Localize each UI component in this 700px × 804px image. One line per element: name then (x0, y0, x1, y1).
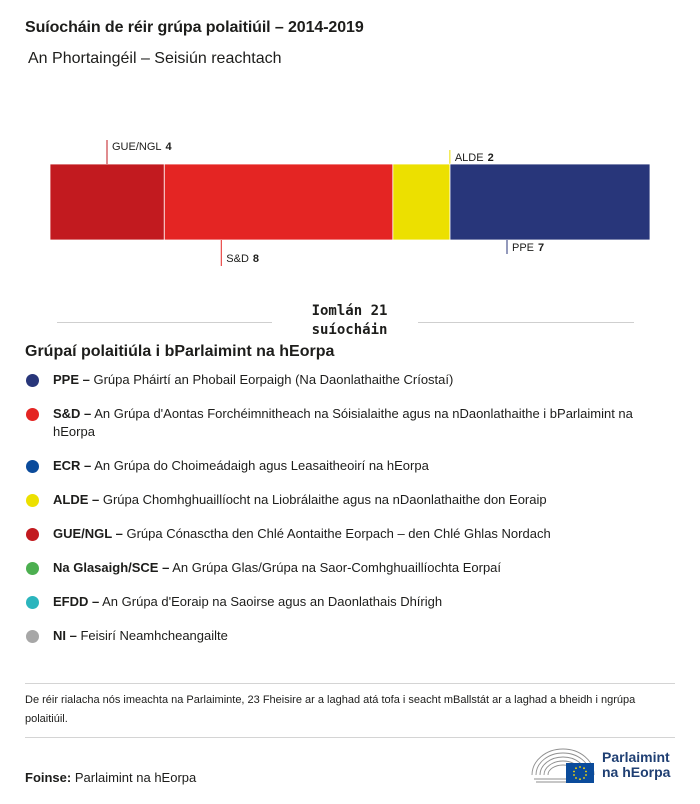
bar-segment (164, 164, 393, 240)
note-divider-top (25, 683, 675, 684)
segment-seat-count: 7 (538, 242, 545, 254)
logo-line-2: na hEorpa (602, 764, 671, 780)
legend-description: An Grúpa Glas/Grúpa na Saor-Comhghuaillíochta Eorpaí (169, 560, 502, 575)
source-line (25, 770, 196, 785)
total-seats-label: Iomlán 21 suíocháin (311, 303, 388, 338)
segment-seat-count: 4 (165, 141, 172, 153)
segment-label (455, 152, 494, 164)
segment-group: ALDE (454, 152, 484, 164)
segment-label (112, 141, 173, 153)
segment-seat-count: 2 (487, 152, 494, 164)
legend-dot-icon (26, 596, 39, 609)
segment-group: PPE (512, 242, 535, 254)
legend-abbr: ALDE – (53, 492, 100, 507)
legend-item (25, 627, 670, 645)
legend-description: An Grúpa d'Eoraip na Saoirse agus an Daonlathais Dhírigh (99, 594, 443, 609)
legend-item (25, 457, 670, 475)
legend-title: Grúpaí polaitiúla i bParlaimint na hEorpa (25, 343, 335, 360)
legend-item (25, 405, 670, 441)
legend-description: Feisirí Neamhcheangailte (76, 628, 228, 643)
legend-dot-icon (26, 528, 39, 541)
legend-description: Grúpa Pháirtí an Phobail Eorpaigh (Na Daonlathaithe Críostaí) (89, 372, 454, 387)
footnote: De réir rialacha nós imeachta na Parlaiminte, 23 Fheisire ar a laghad atá tofa i seacht mBallstát ar a laghad a bheidh i ngrúpa polaitiúil. (25, 694, 636, 725)
total-divider-left (57, 322, 272, 323)
legend-description: An Grúpa do Choimeádaigh agus Leasaitheoirí na hEorpa (91, 458, 429, 473)
source-label: Foinse: (25, 770, 72, 785)
parliament-hemicycle-icon (530, 745, 596, 785)
logo-line-1: Parlaimint (602, 749, 670, 765)
legend-abbr: ECR – (53, 458, 92, 473)
note-divider-bottom (25, 737, 675, 738)
legend-item (25, 559, 670, 577)
segment-label (512, 242, 544, 254)
segment-group: S&D (226, 253, 249, 265)
chart-title: Suíocháin de réir grúpa polaitiúil – 2014-2019 (25, 19, 364, 36)
legend-abbr: NI – (53, 628, 77, 643)
legend-abbr: EFDD – (53, 594, 100, 609)
legend-abbr: Na Glasaigh/SCE – (53, 560, 170, 575)
legend-item (25, 525, 670, 543)
bar-segment (450, 164, 650, 240)
legend-dot-icon (26, 494, 39, 507)
stacked-bar-chart (0, 120, 700, 275)
chart-subtitle: An Phortaingéil – Seisiún reachtach (28, 50, 282, 67)
bar-segment (393, 164, 450, 240)
segment-group: GUE/NGL (112, 141, 162, 153)
source-value: Parlaimint na hEorpa (71, 770, 197, 785)
european-parliament-logo (530, 745, 680, 787)
legend-dot-icon (26, 374, 39, 387)
legend-description: Grúpa Cónasctha den Chlé Aontaithe Eorpach – den Chlé Ghlas Nordach (122, 526, 551, 541)
bar-segment (50, 164, 164, 240)
segment-label (226, 253, 259, 265)
legend-item (25, 371, 670, 389)
segment-seat-count: 8 (252, 253, 260, 265)
legend-abbr: S&D – (53, 406, 92, 421)
legend-description: An Grúpa d'Aontas Forchéimnitheach na Sóisialaithe agus na nDaonlathaithe i bParlaimint na hEorpa (53, 406, 633, 439)
legend (25, 371, 670, 661)
legend-dot-icon (26, 630, 39, 643)
legend-item (25, 593, 670, 611)
logo-text (602, 750, 670, 780)
total-divider-right (418, 322, 634, 323)
legend-abbr: GUE/NGL – (53, 526, 123, 541)
legend-dot-icon (26, 460, 39, 473)
legend-dot-icon (26, 562, 39, 575)
legend-abbr: PPE – (53, 372, 90, 387)
legend-dot-icon (26, 408, 39, 421)
legend-item (25, 491, 670, 509)
legend-description: Grúpa Chomhghuaillíocht na Liobrálaithe agus na nDaonlathaithe don Eoraip (99, 492, 547, 507)
